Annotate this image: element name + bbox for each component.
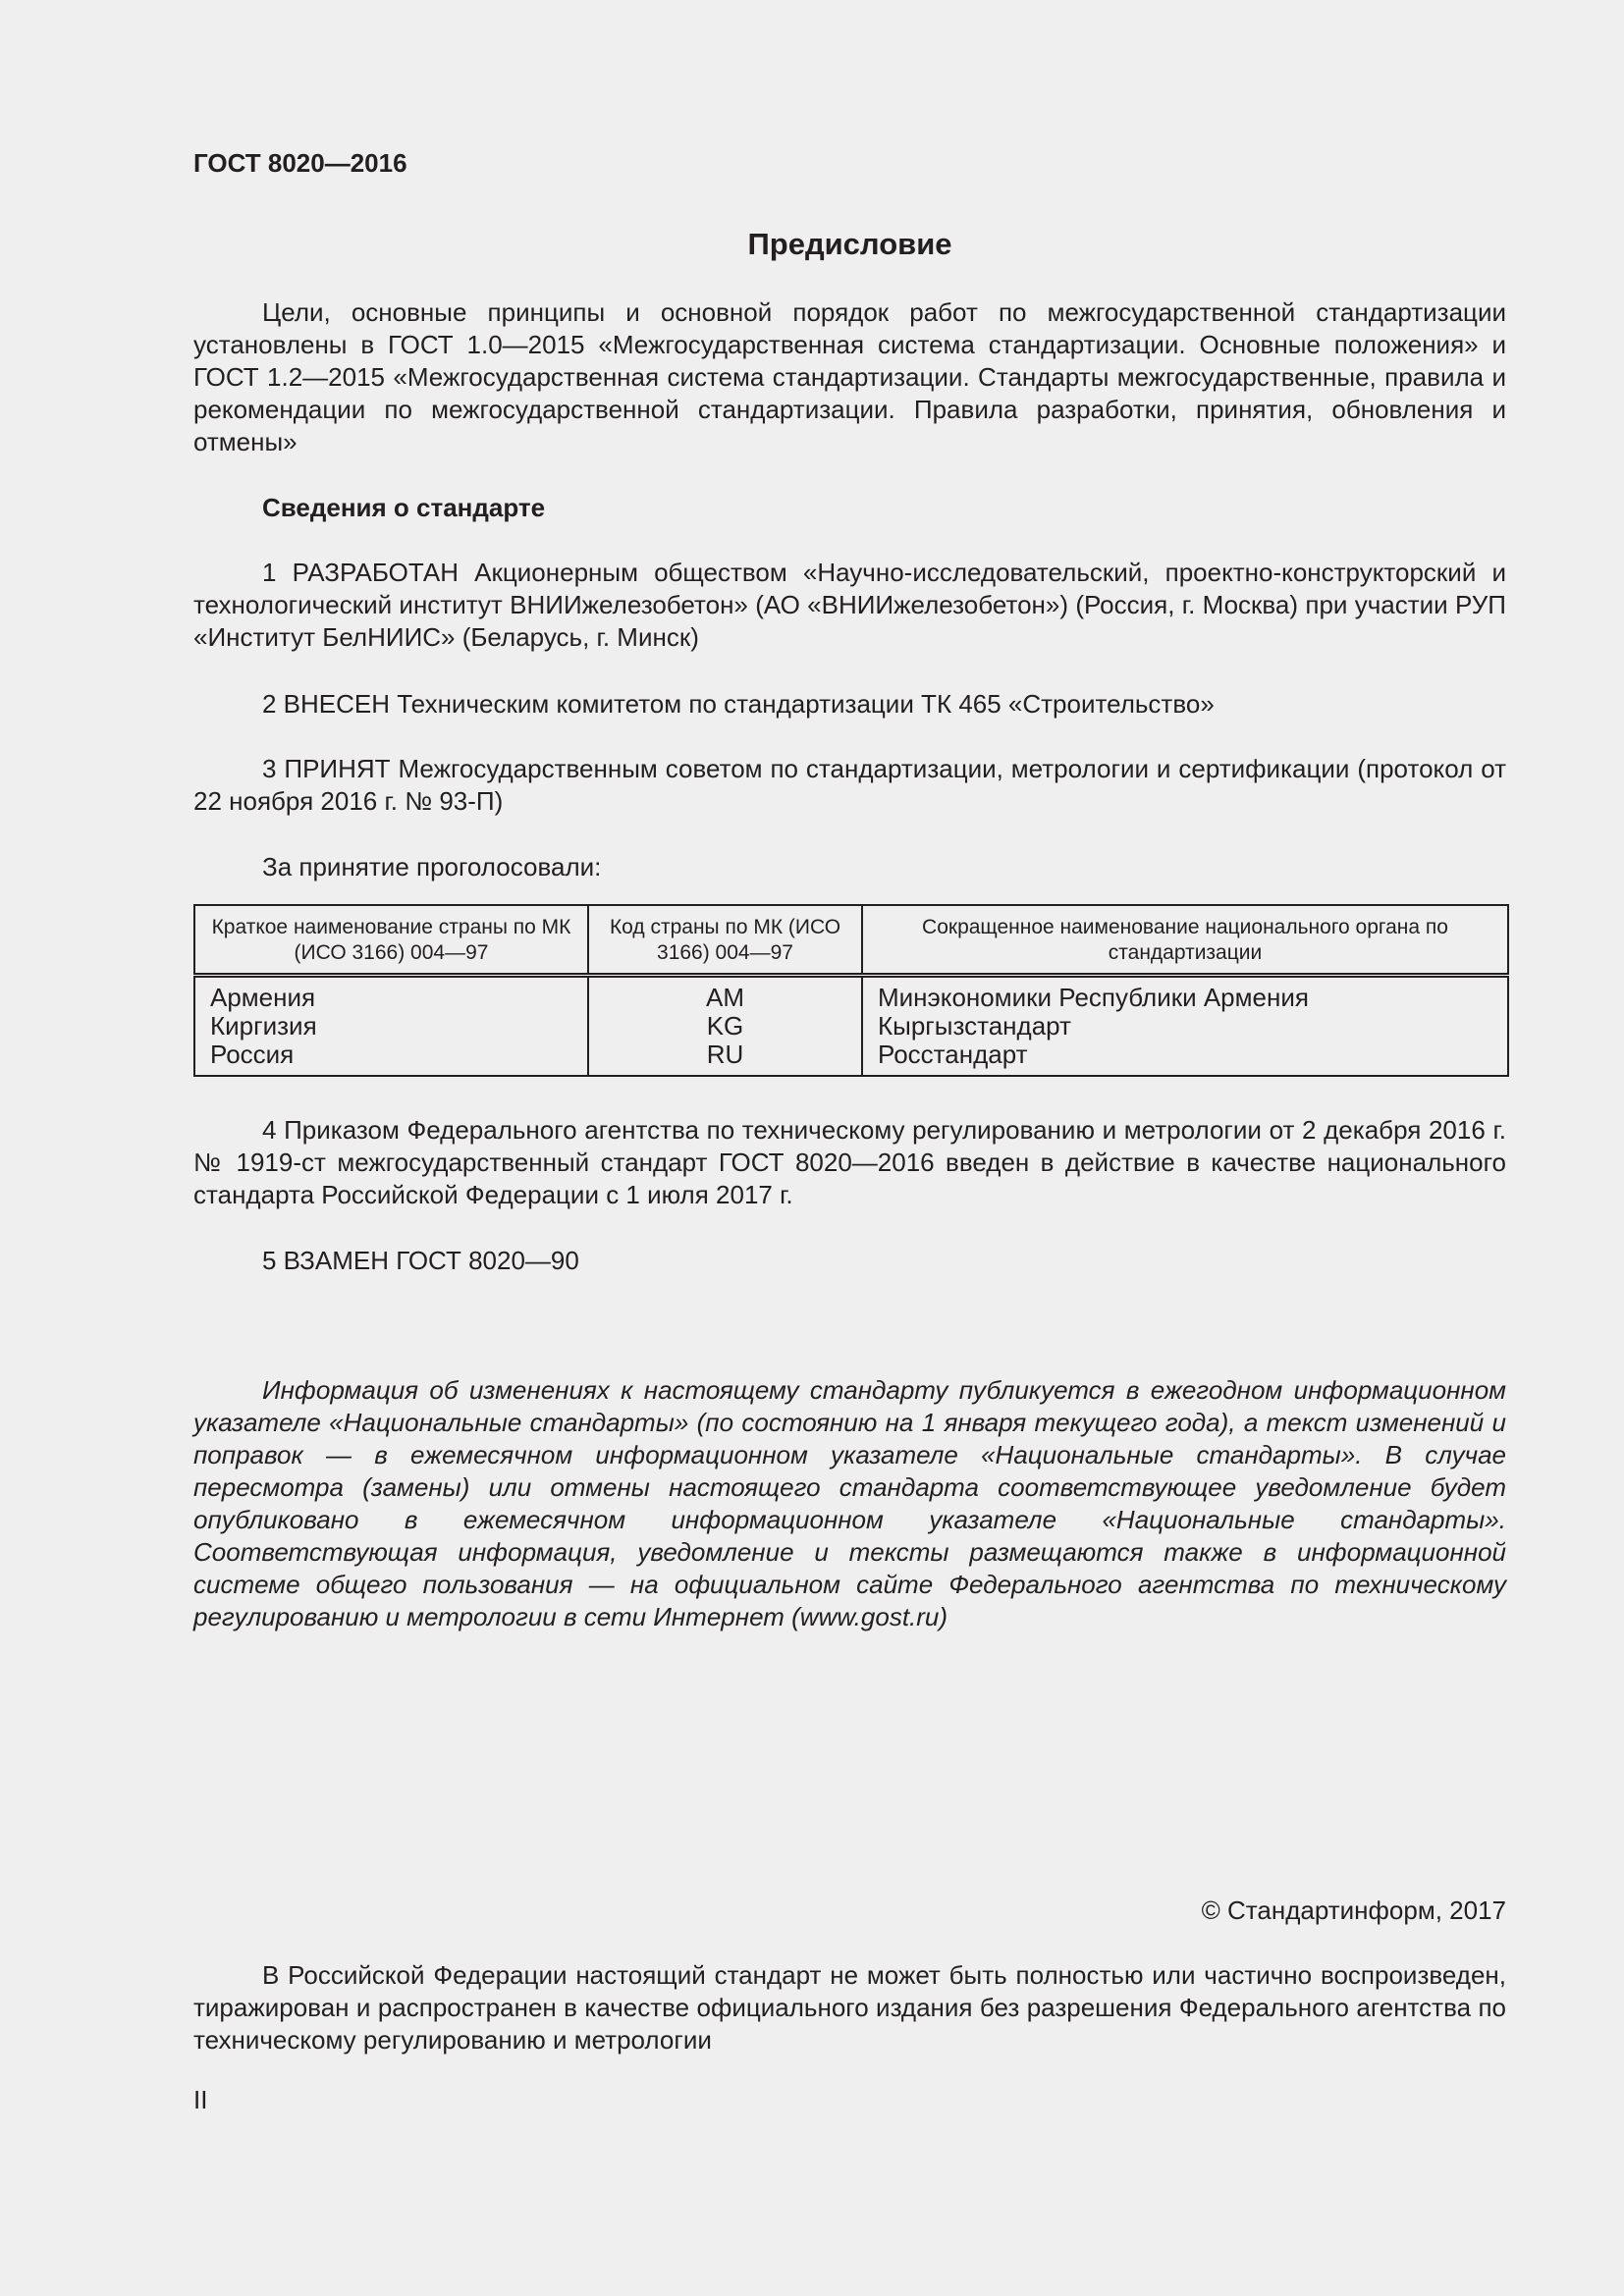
intro-paragraph: Цели, основные принципы и основной порядок работ по межгосударственной стандартизации установлены в ГОСТ 1.0—2015 «Межгосударственная система стандартизации. Основные положения» и ГОСТ 1.2—2015 «Межгосударственная система стандартизации. Стандарты межгосударственные, правила и рекомендации по межгосударственной стандартизации. Правила разработки, принятия, обновления и отмены»	[193, 297, 1506, 456]
item-4-order: 4 Приказом Федерального агентства по техническому регулированию и метрологии от 2 декабря 2016 г. № 1919-ст межгосударственный стандарт ГОСТ 8020—2016 введен в действие в качестве национального стандарта Российской Федерации с 1 июля 2017 г.	[193, 1115, 1506, 1209]
copyright: © Стандартинформ, 2017	[1201, 1896, 1506, 1925]
voting-countries-table	[193, 904, 1509, 1077]
item-5-replaces: 5 ВЗАМЕН ГОСТ 8020—90	[262, 1246, 579, 1275]
header-country-name: Краткое наименование страны по МК (ИСО 3166) 004—97	[194, 905, 588, 976]
country-code: RU	[706, 1040, 744, 1069]
page-number: II	[193, 2085, 208, 2114]
item-2-introduced: 2 ВНЕСЕН Техническим комитетом по стандартизации ТК 465 «Строительство»	[262, 689, 1215, 719]
national-body: Минэкономики Республики Армения	[878, 983, 1309, 1012]
page-title: Предисловие	[747, 227, 952, 261]
header-national-body: Сокращенное наименование национального органа по стандартизации	[862, 905, 1508, 976]
table-header-row	[194, 905, 1508, 976]
national-bodies-cell	[862, 976, 1508, 1077]
document-code: ГОСТ 8020—2016	[193, 148, 407, 178]
section-heading: Сведения о стандарте	[262, 493, 546, 522]
rights-note: В Российской Федерации настоящий стандарт не может быть полностью или частично воспроизведен, тиражирован и распространен в качестве официального издания без разрешения Федерального агентства по техническому регулированию и метрологии	[193, 1960, 1506, 2055]
changes-info-note: Информация об изменениях к настоящему стандарту публикуется в ежегодном информационном указателе «Национальные стандарты» (по состоянию на 1 января текущего года), а текст изменений и поправок — в ежемесячном информационном указателе «Национальные стандарты». В случае пересмотра (замены) или отмены настоящего стандарта соответствующее уведомление будет опубликовано в ежемесячном информационном указателе «Национальные стандарты». Соответствующая информация, уведомление и тексты размещаются также в информационной системе общего пользования — на официальном сайте Федерального агентства по техническому регулированию и метрологии в сети Интернет (www.gost.ru)	[193, 1375, 1506, 1631]
item-3-adopted: 3 ПРИНЯТ Межгосударственным советом по стандартизации, метрологии и сертификации (протокол от 22 ноября 2016 г. № 93-П)	[193, 754, 1506, 816]
vote-label: За принятие проголосовали:	[262, 852, 602, 881]
header-country-code: Код страны по МК (ИСО 3166) 004—97	[588, 905, 862, 976]
country-name: Армения	[210, 983, 316, 1012]
country-name: Киргизия	[210, 1011, 317, 1041]
item-1-developed: 1 РАЗРАБОТАН Акционерным обществом «Научно-исследовательский, проектно-конструкторский и технологический институт ВНИИжелезобетон» (АО «ВНИИжелезобетон») (Россия, г. Москва) при участии РУП «Институт БелНИИС» (Беларусь, г. Минск)	[193, 558, 1506, 652]
country-code: AM	[706, 983, 744, 1012]
country-name: Россия	[210, 1040, 295, 1069]
table-row	[194, 976, 1508, 1077]
national-body: Кыргызстандарт	[878, 1011, 1071, 1041]
national-body: Росстандарт	[878, 1040, 1028, 1069]
country-names-cell	[194, 976, 588, 1077]
country-codes-cell	[588, 976, 862, 1077]
country-code: KG	[706, 1011, 744, 1041]
